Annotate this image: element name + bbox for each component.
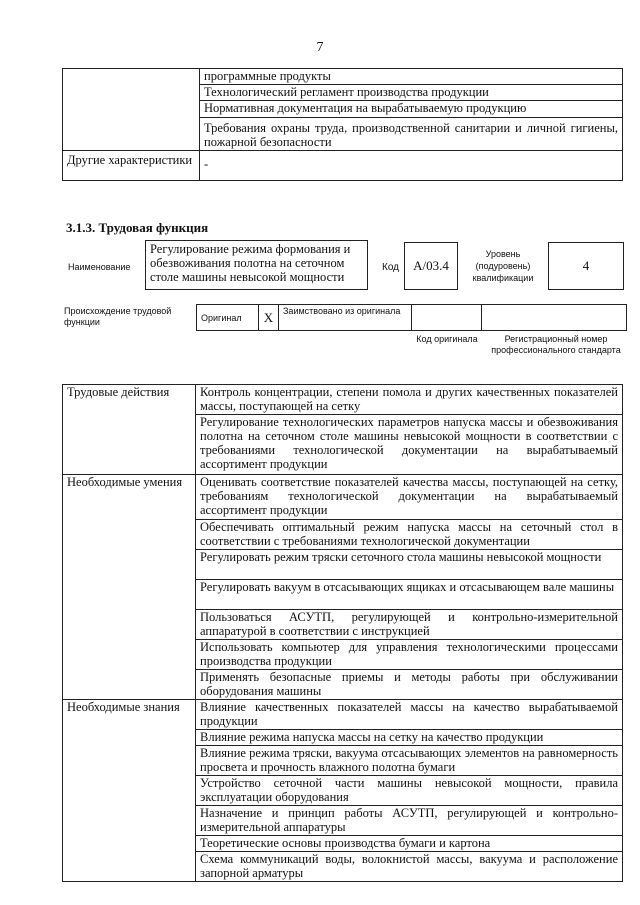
table-row: Регулирование технологических параметров напуска массы и обезвоживания полотна на сеточном столе машины невысокой мощности в соответствии с требованиями технологической документации на вырабатываемый ассортимент продукции [196, 415, 623, 475]
table-row: Влияние режима тряски, вакуума отсасывающих элементов на равномерность просвета и прочность влажного полотна бумаги [196, 746, 623, 776]
top-table-label: Другие характеристики [63, 151, 200, 181]
name-label: Наименование [68, 262, 131, 272]
table-row: Оценивать соответствие показателей качества массы, поступающей на сетку, требованиям технологической документации на вырабатываемый ассортимент продукции [196, 475, 623, 520]
table-row: Назначение и принцип работы АСУТП, регулирующей и контрольно-измерительной аппаратуры [196, 806, 623, 836]
table-row: Устройство сеточной части машины невысокой мощности, правила эксплуатации оборудования [196, 776, 623, 806]
table-row: Теоретические основы производства бумаги и картона [196, 836, 623, 852]
category-required-skills: Необходимые умения [63, 475, 196, 700]
main-table [62, 384, 623, 882]
table-row: Применять безопасные приемы и методы работы при обслуживании оборудования машины [196, 670, 623, 700]
category-labor-actions: Трудовые действия [63, 385, 196, 475]
table-row: Регулировать вакуум в отсасывающих ящиках и отсасывающем вале машины [196, 580, 623, 610]
category-required-knowledge: Необходимые знания [63, 700, 196, 882]
table-row: Контроль концентрации, степени помола и других качественных показателей массы, поступающей на сетку [196, 385, 623, 415]
code-label: Код [382, 262, 400, 273]
top-table-item: программные продукты [200, 69, 623, 85]
top-table-label [63, 69, 200, 151]
origin-label: Происхождение трудовой функции [64, 306, 172, 327]
code-original-caption: Код оригинала [416, 334, 478, 344]
code-original-cell [412, 305, 482, 331]
top-table-item: Требования охраны труда, производственной санитарии и личной гигиены, пожарной безопасности [200, 118, 623, 151]
top-table-item: Технологический регламент производства продукции [200, 85, 623, 101]
top-table [62, 68, 623, 181]
table-row: Влияние режима напуска массы на сетку на качество продукции [196, 730, 623, 746]
borrowed-label: Заимствовано из оригинала [279, 305, 412, 331]
original-label: Оригинал [197, 305, 259, 331]
level-label: Уровень (подуровень) квалификации [472, 249, 534, 283]
table-row: Регулировать режим тряски сеточного стола машины невысокой мощности [196, 550, 623, 580]
reg-number-caption: Регистрационный номер профессионального стандарта [491, 334, 621, 355]
page-number: 7 [316, 40, 324, 55]
top-table-item: - [200, 151, 623, 181]
origin-table [196, 304, 627, 331]
table-row: Влияние качественных показателей массы на качество вырабатываемой продукции [196, 700, 623, 730]
function-code-box: А/03.4 [404, 242, 458, 290]
reg-number-cell [482, 305, 627, 331]
table-row: Обеспечивать оптимальный режим напуска массы на сеточный стол в соответствии с требованиями технологической документации [196, 520, 623, 550]
table-row: Схема коммуникаций воды, волокнистой массы, вакуума и расположение запорной арматуры [196, 852, 623, 882]
table-row: Использовать компьютер для управления технологическими процессами производства продукции [196, 640, 623, 670]
function-name-box: Регулирование режима формования и обезвоживания полотна на сеточном столе машины невысокой мощности [145, 240, 368, 290]
level-value-box: 4 [548, 242, 624, 290]
table-row: Пользоваться АСУТП, регулирующей и контрольно-измерительной аппаратурой в соответствии с инструкцией [196, 610, 623, 640]
original-mark: Х [259, 305, 279, 331]
top-table-item: Нормативная документация на вырабатываемую продукцию [200, 101, 623, 118]
section-title: 3.1.3. Трудовая функция [66, 220, 209, 235]
